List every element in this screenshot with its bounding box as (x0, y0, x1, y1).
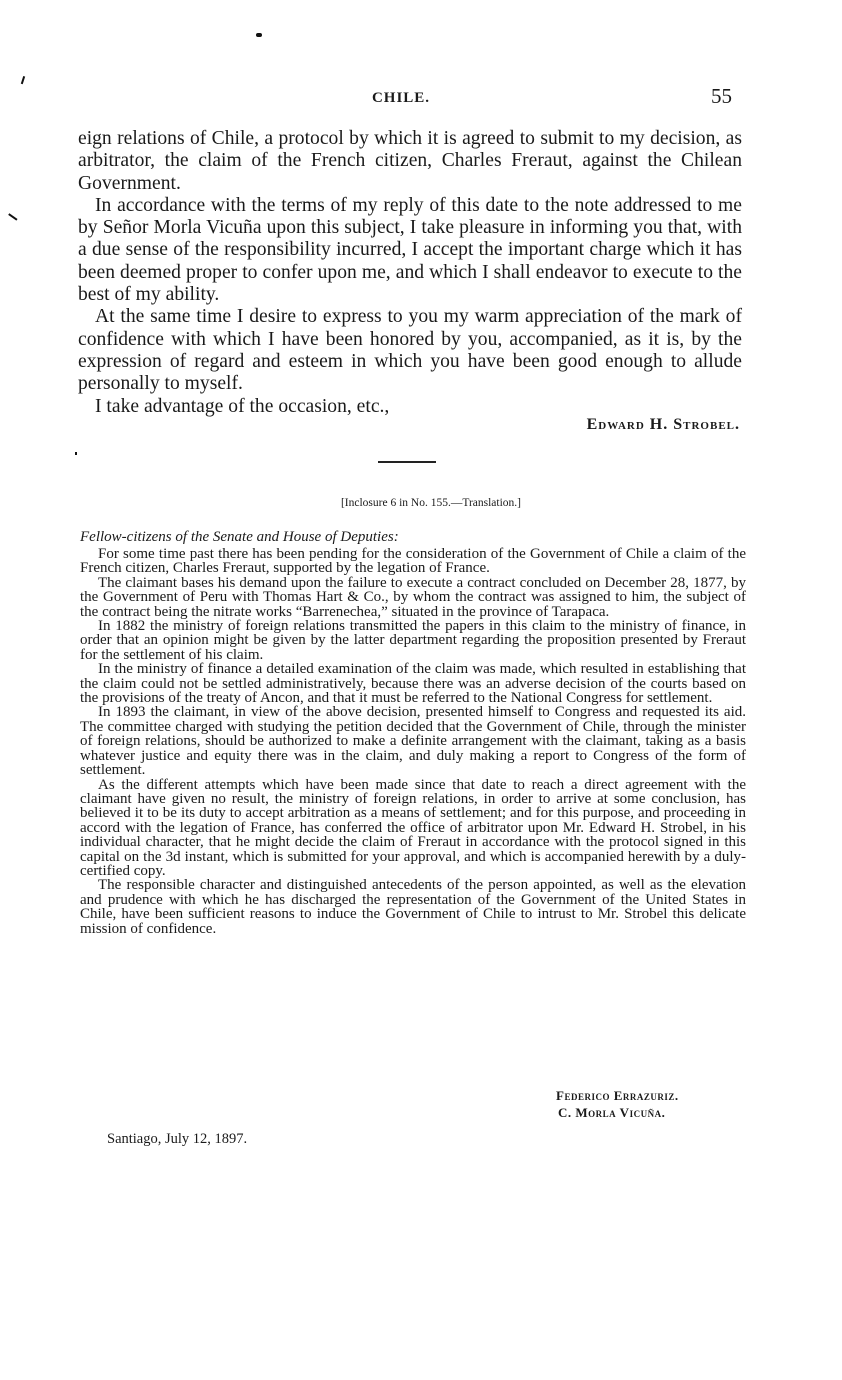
running-head: CHILE. (371, 90, 431, 106)
letter-signature: Edward H. Strobel. (586, 415, 740, 433)
message-body (80, 528, 746, 936)
letter-paragraph: eign relations of Chile, a protocol by which it is agreed to submit to my decision, as arbitrator, the claim of the French citizen, Charles Freraut, against the Chilean Government. (78, 128, 742, 194)
letter-paragraph: At the same time I desire to express to you my warm appreciation of the mark of confidence with which I have been honored by you, accompanied, as it is, by the expression of regard and esteem in which you have been good enough to allude personally to myself. (78, 306, 742, 395)
inclosure-heading: [Inclosure 6 in No. 155.—Translation.] (340, 497, 522, 509)
salutation: Fellow-citizens of the Senate and House of Deputies: (80, 529, 399, 545)
letter-closing: I take advantage of the occasion, etc., (95, 395, 390, 417)
signer-name: C. Morla Vicuña. (558, 1105, 666, 1120)
page-header (0, 84, 842, 114)
message-paragraph: For some time past there has been pending for the consideration of the Government of Chile a claim of the French citizen, Charles Freraut, supported by the legation of France. (80, 546, 746, 577)
message-paragraph: In 1882 the ministry of foreign relations transmitted the papers in this claim to the ministry of finance, in order that an opinion might be given by the latter department regarding the proposition presented by Freraut for the settlement of his claim. (80, 618, 746, 663)
section-divider (378, 461, 436, 463)
ink-speck (75, 452, 77, 455)
ink-speck (8, 213, 17, 220)
page-number: 55 (711, 84, 732, 108)
message-paragraph: As the different attempts which have been made since that date to reach a direct agreement with the claimant have given no result, the ministry of foreign relations, in order to arrive at some conclusion, has believed it to be its duty to accept arbitration as a means of settlement; and for this purpose, and proceeding in accord with the legation of France, has conferred the office of arbitrator upon Mr. Edward H. Strobel, in his individual character, that he might decide the claim of Freraut in accordance with the protocol signed in this capital on the 3d instant, which is submitted for your approval, and which is accompanied herewith by a duly-certified copy. (80, 776, 746, 879)
dateline: Santiago, July 12, 1897. (107, 1131, 248, 1147)
message-paragraph: In the ministry of finance a detailed examination of the claim was made, which resulted in establishing that the claim could not be settled administratively, because there was an adverse decision of the courts based on the provisions of the treaty of Ancon, and that it must be referred to the National Congress for settlement. (80, 661, 746, 707)
signatories (556, 1087, 679, 1121)
ink-speck (21, 76, 25, 84)
message-paragraph: The responsible character and distinguished antecedents of the person appointed, as well as the elevation and prudence with which he has discharged the representation of the Government of the United States in Chile, have been sufficient reasons to induce the Government of Chile to intrust to Mr. Strobel this delicate mission of confidence. (80, 877, 746, 937)
message-paragraph: The claimant bases his demand upon the failure to execute a contract concluded on December 28, 1877, by the Government of Peru with Thomas Hart & Co., by whom the contract was assigned to him, the subject of the contract being the nitrate works “Barrenechea,” situated in the province of Tarapaca. (80, 574, 746, 620)
message-paragraph: In 1893 the claimant, in view of the above decision, presented himself to Congress and requested its aid. The committee charged with studying the petition decided that the Government of Chile, through the minister of foreign relations, should be authorized to make a definite arrangement with the claimant, taking as a basis whatever justice and equity there was in the claim, and duly making a report to Congress of the form of settlement. (80, 704, 746, 779)
letter-body (78, 128, 742, 434)
ink-speck (256, 33, 262, 37)
letter-paragraph: In accordance with the terms of my reply of this date to the note addressed to me by Señor Morla Vicuña upon this subject, I take pleasure in informing you that, with a due sense of the responsibility incurred, I accept the important charge which it has been deemed proper to confer upon me, and which I shall endeavor to execute to the best of my ability. (78, 194, 742, 306)
signer-name: Federico Errazuriz. (556, 1088, 679, 1103)
